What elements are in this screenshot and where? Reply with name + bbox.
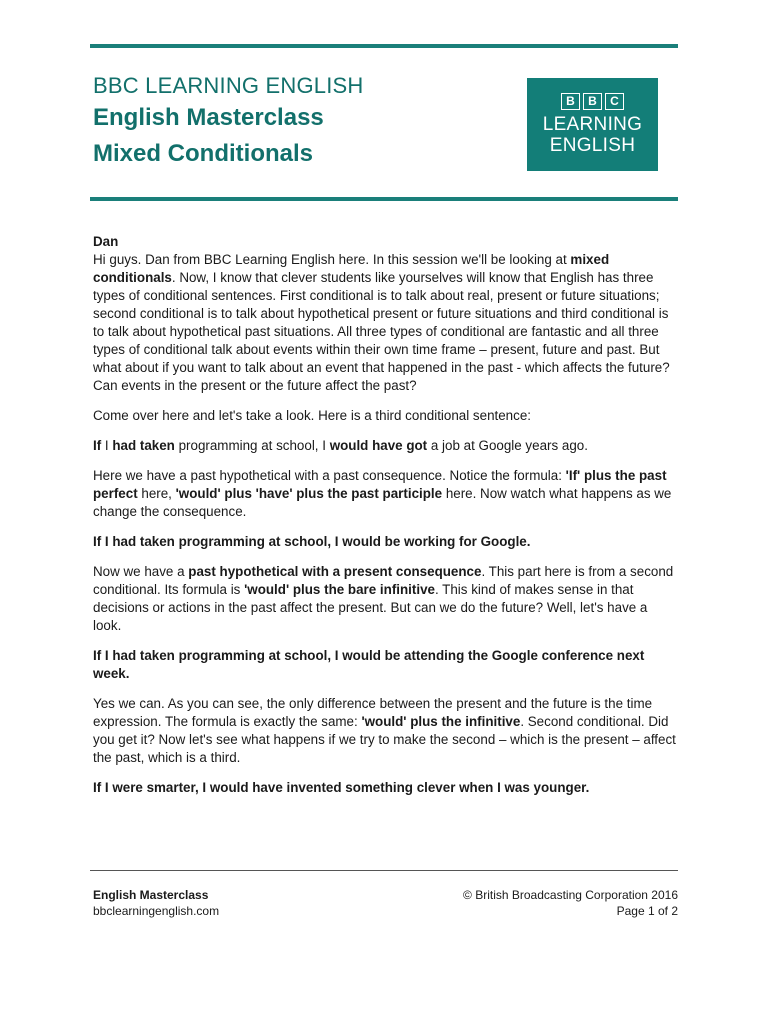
speaker-name: Dan <box>93 234 119 249</box>
text-run: a job at Google years ago. <box>427 438 588 453</box>
header-series-title: English Masterclass <box>93 104 324 131</box>
logo-letter-b2: B <box>583 93 602 110</box>
transcript-paragraph <box>93 533 678 551</box>
header-divider <box>90 197 678 201</box>
transcript-body <box>93 233 678 809</box>
bold-text-run: past hypothetical with a present consequence <box>188 564 482 579</box>
transcript-paragraph <box>93 251 678 395</box>
bold-text-run: mixed conditionals <box>93 252 610 285</box>
transcript-paragraph <box>93 647 678 683</box>
bold-text-run: 'would' plus the bare infinitive <box>244 582 435 597</box>
logo-letter-c: C <box>605 93 624 110</box>
text-run: . Second conditional. Did you get it? Now let's see what happens if we try to make the second – which is the present – affect the past, which is a third. <box>93 714 676 765</box>
logo-word-english: ENGLISH <box>549 135 636 156</box>
transcript-paragraph <box>93 467 678 521</box>
footer-copyright: © British Broadcasting Corporation 2016 <box>463 888 678 902</box>
bold-text-run: 'If' plus the past perfect <box>93 468 667 501</box>
bbc-blocks <box>527 93 658 110</box>
footer-right <box>463 887 678 919</box>
text-run: . This part here is from a second conditional. Its formula is <box>93 564 674 597</box>
transcript-paragraph <box>93 407 678 425</box>
bold-text-run: 'would' plus the infinitive <box>361 714 521 729</box>
text-run: here. Now watch what happens as we change the consequence. <box>93 486 672 519</box>
transcript-paragraph <box>93 779 678 797</box>
footer-divider <box>90 870 678 871</box>
bold-text-run: If I had taken programming at school, I would be working for Google. <box>93 534 531 549</box>
header-brand: BBC LEARNING ENGLISH <box>93 73 364 98</box>
transcript-paragraph <box>93 695 678 767</box>
text-run: Here we have a past hypothetical with a past consequence. Notice the formula: <box>93 468 566 483</box>
logo-word-learning: LEARNING <box>542 114 643 135</box>
text-run: Come over here and let's take a look. Here is a third conditional sentence: <box>93 408 531 423</box>
transcript-paragraphs <box>93 251 678 797</box>
footer-page-number: Page 1 of 2 <box>616 904 678 918</box>
bold-text-run: If I had taken programming at school, I would be attending the Google conference next week. <box>93 648 645 681</box>
text-run: I <box>101 438 113 453</box>
top-rule <box>90 44 678 48</box>
bold-text-run: If <box>93 438 102 453</box>
transcript-paragraph <box>93 437 678 455</box>
text-run: . This kind of makes sense in that decisions or actions in the past affect the present. But can we do the future? Well, let's have a look. <box>93 582 648 633</box>
text-run: programming at school, I <box>174 438 330 453</box>
text-run: Yes we can. As you can see, the only difference between the present and the future is the time expression. The formula is exactly the same: <box>93 696 653 729</box>
bold-text-run: had taken <box>112 438 175 453</box>
bold-text-run: would have got <box>329 438 428 453</box>
footer-left <box>93 887 219 919</box>
bold-text-run: If I were smarter, I would have invented something clever when I was younger. <box>93 780 590 795</box>
text-run: . Now, I know that clever students like yourselves will know that English has three types of conditional sentences. First conditional is to talk about real, present or future situations; second conditional is to talk about hypothetical present or future situations and third conditional is to talk about hypothetical past situations. All three types of conditional are fantastic and all three types of conditional talk about events within their own time frame – present, future and past. But what about if you want to talk about an event that happened in the past - which affects the future? Can events in the present or the future affect the past? <box>93 270 670 393</box>
footer-website: bbclearningenglish.com <box>93 904 220 918</box>
text-run: here, <box>137 486 176 501</box>
logo-letter-b1: B <box>561 93 580 110</box>
header-topic-title: Mixed Conditionals <box>93 140 314 167</box>
transcript-paragraph <box>93 563 678 635</box>
text-run: Hi guys. Dan from BBC Learning English here. In this session we'll be looking at <box>93 252 571 267</box>
footer-series-title: English Masterclass <box>93 888 209 902</box>
text-run: Now we have a <box>93 564 189 579</box>
bold-text-run: 'would' plus 'have' plus the past participle <box>175 486 443 501</box>
bbc-learning-english-logo <box>527 78 658 171</box>
